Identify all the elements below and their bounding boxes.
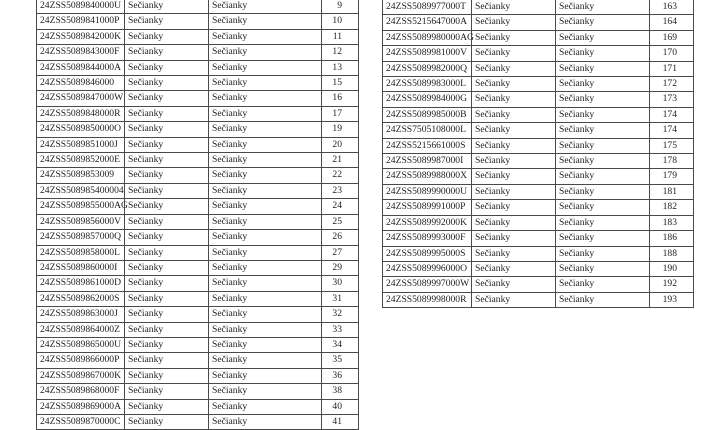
parcel-code-cell: 24ZSS5089846000 — [37, 76, 125, 91]
table-row — [383, 123, 694, 138]
number-cell: 22 — [322, 168, 359, 183]
cadastral-area-cell: Sečianky — [472, 46, 556, 61]
location-cell: Sečianky — [209, 414, 322, 429]
parcel-code-cell: 24ZSS5089870000C — [37, 414, 125, 429]
number-cell: 171 — [650, 61, 694, 76]
cadastral-area-cell: Sečianky — [125, 0, 209, 14]
cadastral-area-cell: Sečianky — [125, 45, 209, 60]
location-cell: Sečianky — [209, 307, 322, 322]
cadastral-area-cell: Sečianky — [125, 14, 209, 29]
parcel-code-cell: 24ZSS5215661000S — [383, 138, 472, 153]
location-cell: Sečianky — [556, 261, 650, 276]
cadastral-area-cell: Sečianky — [125, 91, 209, 106]
number-cell: 24 — [322, 199, 359, 214]
parcel-code-cell: 24ZSS5089983000L — [383, 77, 472, 92]
parcel-code-cell: 24ZSS5089853009 — [37, 168, 125, 183]
table-row — [37, 230, 359, 245]
cadastral-area-cell: Sečianky — [472, 123, 556, 138]
table-row — [37, 307, 359, 322]
cadastral-area-cell: Sečianky — [472, 107, 556, 122]
location-cell: Sečianky — [556, 46, 650, 61]
parcel-code-cell: 24ZSS5089840000U — [37, 0, 125, 14]
location-cell: Sečianky — [209, 91, 322, 106]
parcel-code-cell: 24ZSS5089995000S — [383, 246, 472, 261]
table-row — [37, 245, 359, 260]
parcel-code-cell: 24ZSS5215647000A — [383, 15, 472, 30]
cadastral-area-cell: Sečianky — [125, 245, 209, 260]
location-cell: Sečianky — [556, 169, 650, 184]
cadastral-area-cell: Sečianky — [472, 200, 556, 215]
table-row — [37, 384, 359, 399]
number-cell: 25 — [322, 214, 359, 229]
parcel-code-cell: 24ZSS5089861000D — [37, 276, 125, 291]
table-row — [37, 214, 359, 229]
table-row — [383, 77, 694, 92]
number-cell: 163 — [650, 0, 694, 15]
cadastral-area-cell: Sečianky — [472, 0, 556, 15]
cadastral-area-cell: Sečianky — [472, 215, 556, 230]
location-cell: Sečianky — [209, 276, 322, 291]
cadastral-area-cell: Sečianky — [472, 30, 556, 45]
number-cell: 38 — [322, 384, 359, 399]
table-row — [383, 138, 694, 153]
cadastral-area-cell: Sečianky — [125, 106, 209, 121]
parcel-code-cell: 24ZSS5089856000V — [37, 214, 125, 229]
parcel-code-cell: 24ZSS5089992000K — [383, 215, 472, 230]
cadastral-area-cell: Sečianky — [472, 77, 556, 92]
number-cell: 40 — [322, 399, 359, 414]
parcel-code-cell: 24ZSS5089851000J — [37, 137, 125, 152]
cadastral-area-cell: Sečianky — [125, 60, 209, 75]
location-cell: Sečianky — [556, 277, 650, 292]
table-row — [383, 231, 694, 246]
parcel-code-cell: 24ZSS5089866000P — [37, 353, 125, 368]
number-cell: 27 — [322, 245, 359, 260]
table-row — [37, 183, 359, 198]
table-row — [383, 61, 694, 76]
number-cell: 164 — [650, 15, 694, 30]
parcel-code-cell: 24ZSS5089864000Z — [37, 322, 125, 337]
right-table-body — [383, 0, 694, 308]
location-cell: Sečianky — [556, 154, 650, 169]
cadastral-area-cell: Sečianky — [125, 76, 209, 91]
location-cell: Sečianky — [209, 76, 322, 91]
location-cell: Sečianky — [556, 215, 650, 230]
location-cell: Sečianky — [209, 245, 322, 260]
location-cell: Sečianky — [209, 384, 322, 399]
number-cell: 34 — [322, 337, 359, 352]
left-table — [36, 0, 359, 430]
number-cell: 179 — [650, 169, 694, 184]
table-row — [37, 29, 359, 44]
location-cell: Sečianky — [209, 45, 322, 60]
table-row — [383, 107, 694, 122]
table-row — [383, 15, 694, 30]
cadastral-area-cell: Sečianky — [472, 277, 556, 292]
number-cell: 175 — [650, 138, 694, 153]
cadastral-area-cell: Sečianky — [472, 154, 556, 169]
cadastral-area-cell: Sečianky — [472, 169, 556, 184]
location-cell: Sečianky — [209, 106, 322, 121]
table-row — [37, 106, 359, 121]
table-row — [37, 368, 359, 383]
table-row — [37, 122, 359, 137]
parcel-code-cell: 24ZSS508985400004 — [37, 183, 125, 198]
table-row — [37, 260, 359, 275]
number-cell: 190 — [650, 261, 694, 276]
cadastral-area-cell: Sečianky — [125, 353, 209, 368]
location-cell: Sečianky — [209, 14, 322, 29]
number-cell: 173 — [650, 92, 694, 107]
number-cell: 31 — [322, 291, 359, 306]
number-cell: 33 — [322, 322, 359, 337]
number-cell: 15 — [322, 76, 359, 91]
table-row — [383, 0, 694, 15]
parcel-code-cell: 24ZSS5089850000O — [37, 122, 125, 137]
location-cell: Sečianky — [556, 246, 650, 261]
parcel-code-cell: 24ZSS5089982000Q — [383, 61, 472, 76]
location-cell: Sečianky — [209, 0, 322, 14]
table-row — [383, 46, 694, 61]
location-cell: Sečianky — [209, 353, 322, 368]
parcel-code-cell: 24ZSS5089998000R — [383, 292, 472, 307]
table-row — [37, 168, 359, 183]
location-cell: Sečianky — [556, 292, 650, 307]
cadastral-area-cell: Sečianky — [125, 414, 209, 429]
number-cell: 36 — [322, 368, 359, 383]
table-row — [37, 276, 359, 291]
parcel-code-cell: 24ZSS5089977000T — [383, 0, 472, 15]
cadastral-area-cell: Sečianky — [125, 199, 209, 214]
parcel-code-cell: 24ZSS5089980000AG — [383, 30, 472, 45]
cadastral-area-cell: Sečianky — [125, 399, 209, 414]
cadastral-area-cell: Sečianky — [472, 292, 556, 307]
cadastral-area-cell: Sečianky — [125, 153, 209, 168]
number-cell: 32 — [322, 307, 359, 322]
parcel-code-cell: 24ZSS7505108000L — [383, 123, 472, 138]
number-cell: 12 — [322, 45, 359, 60]
location-cell: Sečianky — [209, 153, 322, 168]
cadastral-area-cell: Sečianky — [472, 92, 556, 107]
table-row — [37, 60, 359, 75]
parcel-code-cell: 24ZSS5089863000J — [37, 307, 125, 322]
number-cell: 172 — [650, 77, 694, 92]
number-cell: 20 — [322, 137, 359, 152]
location-cell: Sečianky — [556, 123, 650, 138]
number-cell: 9 — [322, 0, 359, 14]
table-row — [383, 92, 694, 107]
cadastral-area-cell: Sečianky — [125, 322, 209, 337]
location-cell: Sečianky — [209, 137, 322, 152]
table-row — [383, 215, 694, 230]
table-row — [37, 322, 359, 337]
location-cell: Sečianky — [209, 322, 322, 337]
parcel-code-cell: 24ZSS5089990000U — [383, 184, 472, 199]
location-cell: Sečianky — [556, 0, 650, 15]
number-cell: 174 — [650, 107, 694, 122]
location-cell: Sečianky — [556, 61, 650, 76]
parcel-code-cell: 24ZSS5089868000F — [37, 384, 125, 399]
number-cell: 21 — [322, 153, 359, 168]
location-cell: Sečianky — [556, 30, 650, 45]
location-cell: Sečianky — [556, 200, 650, 215]
number-cell: 188 — [650, 246, 694, 261]
table-row — [383, 169, 694, 184]
number-cell: 169 — [650, 30, 694, 45]
parcel-code-cell: 24ZSS5089842000K — [37, 29, 125, 44]
cadastral-area-cell: Sečianky — [125, 307, 209, 322]
table-row — [383, 292, 694, 307]
parcel-code-cell: 24ZSS5089843000F — [37, 45, 125, 60]
location-cell: Sečianky — [556, 15, 650, 30]
parcel-code-cell: 24ZSS5089988000X — [383, 169, 472, 184]
table-row — [383, 154, 694, 169]
table-row — [37, 399, 359, 414]
cadastral-area-cell: Sečianky — [472, 15, 556, 30]
parcel-code-cell: 24ZSS5089869000A — [37, 399, 125, 414]
number-cell: 182 — [650, 200, 694, 215]
cadastral-area-cell: Sečianky — [125, 214, 209, 229]
location-cell: Sečianky — [209, 183, 322, 198]
cadastral-area-cell: Sečianky — [125, 260, 209, 275]
number-cell: 17 — [322, 106, 359, 121]
table-row — [383, 30, 694, 45]
parcel-code-cell: 24ZSS5089855000AG — [37, 199, 125, 214]
parcel-code-cell: 24ZSS5089841000P — [37, 14, 125, 29]
parcel-code-cell: 24ZSS5089981000V — [383, 46, 472, 61]
table-row — [383, 200, 694, 215]
parcel-code-cell: 24ZSS5089847000W — [37, 91, 125, 106]
table-row — [37, 137, 359, 152]
parcel-code-cell: 24ZSS5089985000B — [383, 107, 472, 122]
cadastral-area-cell: Sečianky — [472, 246, 556, 261]
parcel-code-cell: 24ZSS5089993000F — [383, 231, 472, 246]
location-cell: Sečianky — [209, 399, 322, 414]
number-cell: 41 — [322, 414, 359, 429]
location-cell: Sečianky — [209, 230, 322, 245]
parcel-code-cell: 24ZSS5089984000G — [383, 92, 472, 107]
number-cell: 10 — [322, 14, 359, 29]
location-cell: Sečianky — [209, 260, 322, 275]
cadastral-area-cell: Sečianky — [472, 138, 556, 153]
parcel-code-cell: 24ZSS5089862000S — [37, 291, 125, 306]
location-cell: Sečianky — [209, 368, 322, 383]
table-row — [383, 246, 694, 261]
right-table — [382, 0, 694, 308]
parcel-code-cell: 24ZSS5089997000W — [383, 277, 472, 292]
parcel-code-cell: 24ZSS5089865000U — [37, 337, 125, 352]
cadastral-area-cell: Sečianky — [472, 231, 556, 246]
number-cell: 183 — [650, 215, 694, 230]
parcel-code-cell: 24ZSS5089867000K — [37, 368, 125, 383]
parcel-code-cell: 24ZSS5089852000E — [37, 153, 125, 168]
cadastral-area-cell: Sečianky — [472, 61, 556, 76]
number-cell: 26 — [322, 230, 359, 245]
parcel-code-cell: 24ZSS5089857000Q — [37, 230, 125, 245]
parcel-code-cell: 24ZSS5089996000O — [383, 261, 472, 276]
location-cell: Sečianky — [209, 214, 322, 229]
cadastral-area-cell: Sečianky — [472, 184, 556, 199]
number-cell: 30 — [322, 276, 359, 291]
location-cell: Sečianky — [209, 60, 322, 75]
number-cell: 193 — [650, 292, 694, 307]
cadastral-area-cell: Sečianky — [125, 168, 209, 183]
location-cell: Sečianky — [556, 138, 650, 153]
cadastral-area-cell: Sečianky — [125, 29, 209, 44]
cadastral-area-cell: Sečianky — [125, 384, 209, 399]
cadastral-area-cell: Sečianky — [125, 183, 209, 198]
table-row — [383, 261, 694, 276]
number-cell: 192 — [650, 277, 694, 292]
parcel-code-cell: 24ZSS5089844000A — [37, 60, 125, 75]
cadastral-area-cell: Sečianky — [125, 291, 209, 306]
table-row — [383, 277, 694, 292]
location-cell: Sečianky — [209, 29, 322, 44]
table-row — [37, 291, 359, 306]
number-cell: 181 — [650, 184, 694, 199]
cadastral-area-cell: Sečianky — [125, 230, 209, 245]
table-row — [37, 337, 359, 352]
number-cell: 13 — [322, 60, 359, 75]
cadastral-area-cell: Sečianky — [125, 122, 209, 137]
number-cell: 170 — [650, 46, 694, 61]
parcel-code-cell: 24ZSS5089991000P — [383, 200, 472, 215]
table-row — [37, 414, 359, 429]
number-cell: 35 — [322, 353, 359, 368]
location-cell: Sečianky — [556, 231, 650, 246]
location-cell: Sečianky — [556, 77, 650, 92]
number-cell: 16 — [322, 91, 359, 106]
table-row — [37, 14, 359, 29]
location-cell: Sečianky — [209, 337, 322, 352]
cadastral-area-cell: Sečianky — [125, 337, 209, 352]
cadastral-area-cell: Sečianky — [472, 261, 556, 276]
number-cell: 11 — [322, 29, 359, 44]
cadastral-area-cell: Sečianky — [125, 276, 209, 291]
location-cell: Sečianky — [209, 168, 322, 183]
location-cell: Sečianky — [209, 199, 322, 214]
location-cell: Sečianky — [209, 291, 322, 306]
cadastral-area-cell: Sečianky — [125, 368, 209, 383]
number-cell: 186 — [650, 231, 694, 246]
table-row — [37, 45, 359, 60]
table-row — [37, 199, 359, 214]
parcel-code-cell: 24ZSS5089848000R — [37, 106, 125, 121]
table-row — [383, 184, 694, 199]
number-cell: 174 — [650, 123, 694, 138]
number-cell: 29 — [322, 260, 359, 275]
table-row — [37, 76, 359, 91]
parcel-code-cell: 24ZSS5089860000I — [37, 260, 125, 275]
number-cell: 19 — [322, 122, 359, 137]
number-cell: 23 — [322, 183, 359, 198]
location-cell: Sečianky — [209, 122, 322, 137]
number-cell: 178 — [650, 154, 694, 169]
parcel-code-cell: 24ZSS5089858000L — [37, 245, 125, 260]
table-row — [37, 91, 359, 106]
table-row — [37, 353, 359, 368]
parcel-code-cell: 24ZSS5089987000I — [383, 154, 472, 169]
cadastral-area-cell: Sečianky — [125, 137, 209, 152]
table-row — [37, 0, 359, 14]
table-row — [37, 153, 359, 168]
location-cell: Sečianky — [556, 92, 650, 107]
location-cell: Sečianky — [556, 107, 650, 122]
location-cell: Sečianky — [556, 184, 650, 199]
left-table-body — [37, 0, 359, 430]
